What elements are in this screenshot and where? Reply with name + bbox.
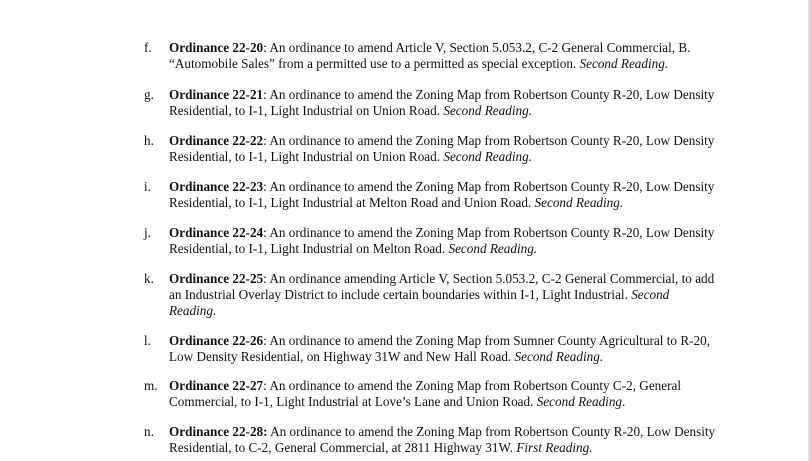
item-line-3 — [169, 303, 729, 319]
reading-status: Second — [631, 287, 670, 302]
reading-status: Second Reading. — [534, 195, 624, 210]
item-line-2: Residential, to I-1, Light Industrial on Melton Road. Second Reading. — [169, 241, 538, 256]
item-text — [169, 179, 729, 211]
item-line-2: Commercial, to I-1, Light Industrial at Love’s Lane and Union Road. Second Reading. — [169, 394, 626, 409]
item-text — [169, 271, 729, 319]
item-text — [169, 424, 729, 456]
ordinance-title: Ordinance 22-22 — [169, 133, 264, 148]
item-line-2: Residential, to I-1, Light Industrial on Union Road. Second Reading. — [169, 149, 532, 164]
item-line-1: Ordinance 22-22: An ordinance to amend the Zoning Map from Robertson County R-20, Low Density — [169, 133, 715, 148]
ordinance-title: Ordinance 22-21 — [169, 87, 264, 102]
item-text — [169, 133, 729, 165]
ordinance-title: Ordinance 22-27 — [169, 378, 264, 393]
item-line-1: Ordinance 22-27: An ordinance to amend the Zoning Map from Robertson County C-2, General — [169, 378, 682, 393]
item-letter: f. — [144, 40, 152, 55]
item-line-1: Ordinance 22-25: An ordinance amending Article V, Section 5.053.2, C-2 General Commercial, to add — [169, 271, 715, 286]
reading-status: Second Reading — [536, 394, 623, 409]
ordinance-title: Ordinance 22-23 — [169, 179, 264, 194]
item-line-1: Ordinance 22-28: An ordinance to amend the Zoning Map from Robertson County R-20, Low Density — [169, 424, 716, 439]
reading-status: Second Reading. — [579, 56, 669, 71]
ordinance-title: Ordinance 22-24 — [169, 225, 264, 240]
item-line-1: Ordinance 22-20: An ordinance to amend Article V, Section 5.053.2, C-2 General Commercial, B. — [169, 40, 691, 55]
item-line-2: “Automobile Sales” from a permitted use to a permitted as special exception. Second Reading. — [169, 56, 669, 71]
reading-status: Second Reading. — [443, 103, 532, 118]
item-text — [169, 40, 729, 72]
reading-status: First Reading. — [516, 440, 593, 455]
item-line-1: Ordinance 22-24: An ordinance to amend the Zoning Map from Robertson County R-20, Low Density — [169, 225, 715, 240]
item-text — [169, 87, 729, 119]
item-text — [169, 225, 729, 257]
item-line-2: Residential, to I-1, Light Industrial on Union Road. Second Reading. — [169, 103, 532, 118]
item-text — [169, 333, 729, 365]
item-letter: m. — [144, 378, 158, 393]
item-line-1: Ordinance 22-26: An ordinance to amend the Zoning Map from Sumner County Agricultural to R-20, — [169, 333, 710, 348]
item-line-2: Low Density Residential, on Highway 31W and New Hall Road. Second Reading. — [169, 349, 604, 364]
ordinance-title: Ordinance 22-20 — [169, 40, 264, 55]
item-line-1: Ordinance 22-23: An ordinance to amend the Zoning Map from Robertson County R-20, Low Density — [169, 179, 715, 194]
item-letter: j. — [144, 225, 151, 240]
reading-status: Second Reading. — [448, 241, 538, 256]
item-letter: n. — [144, 424, 154, 439]
item-line-2: an Industrial Overlay District to include certain boundaries within I-1, Light Industrial. Second — [169, 287, 670, 302]
reading-status: Second Reading. — [514, 349, 604, 364]
item-letter: g. — [144, 87, 154, 102]
item-letter: l. — [144, 333, 151, 348]
ordinance-title: Ordinance 22-25 — [169, 271, 264, 286]
item-line-2: Residential, to C-2, General Commercial, at 2811 Highway 31W. First Reading. — [169, 440, 593, 455]
reading-status: Second Reading. — [443, 149, 532, 164]
item-letter: i. — [144, 179, 151, 194]
item-letter: k. — [144, 271, 154, 286]
ordinance-title: Ordinance 22-26 — [169, 333, 264, 348]
item-line-2: Residential, to I-1, Light Industrial at Melton Road and Union Road. Second Reading. — [169, 195, 624, 210]
item-line-1: Ordinance 22-21: An ordinance to amend the Zoning Map from Robertson County R-20, Low Density — [169, 87, 715, 102]
ordinance-title: Ordinance 22-28: — [169, 424, 268, 439]
item-text — [169, 378, 729, 410]
item-letter: h. — [144, 133, 154, 148]
reading-status-cont: Reading. — [169, 303, 217, 318]
